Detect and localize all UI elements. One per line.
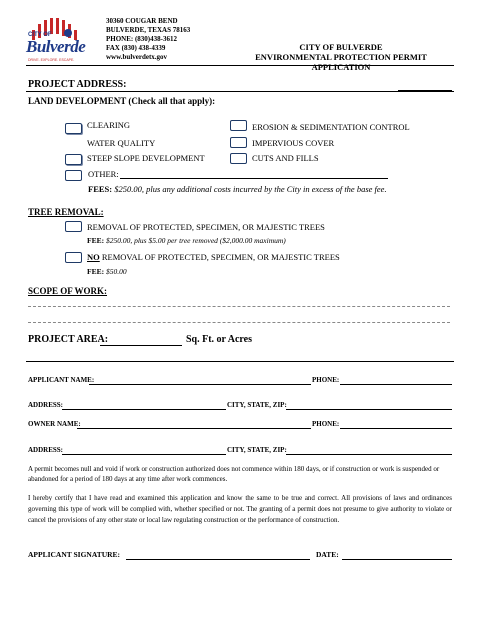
tree-removal-heading: TREE REMOVAL: [28,207,104,217]
scope-of-work-line-1[interactable] [28,306,450,307]
date-label: DATE: [316,550,339,559]
project-area-field[interactable] [100,345,182,346]
applicant-address-field[interactable] [62,409,226,410]
other-checkbox[interactable] [65,170,82,181]
applicant-name-label: APPLICANT NAME: [28,376,95,384]
city-logo [24,16,88,66]
no-tree-removal-fee [87,267,127,276]
owner-name-field[interactable] [77,428,311,429]
impervious-cover-label: IMPERVIOUS COVER [252,138,335,148]
fee-label: FEE: [87,236,105,245]
owner-phone-label: PHONE: [312,420,340,428]
validity-notice: A permit becomes null and void if work or construction authorized does not commence within 180 days, or if construction or work is suspended or abandoned for a period of 180 days at any time after work commences. [28,465,440,483]
land-dev-fees [88,184,387,194]
owner-city-label: CITY, STATE, ZIP: [227,446,287,454]
scope-of-work-heading: SCOPE OF WORK: [28,286,108,296]
logo-name: Bulverde [26,37,86,56]
tree-removal-label: REMOVAL OF PROTECTED, SPECIMEN, OR MAJESTIC TREES [87,222,325,232]
applicant-name-field[interactable] [89,384,311,385]
project-address-rule [26,91,454,92]
scope-of-work-line-2[interactable] [28,322,450,323]
applicant-signature-field[interactable] [126,559,310,560]
applicant-city-field[interactable] [286,409,452,410]
applicant-phone-field[interactable] [340,384,452,385]
address-line: 30360 COUGAR BEND [106,17,178,25]
owner-city-field[interactable] [286,454,452,455]
cuts-fills-label: CUTS AND FILLS [252,153,319,163]
water-quality-label: WATER QUALITY [87,138,156,148]
title-form: ENVIRONMENTAL PROTECTION PERMIT APPLICATION [255,52,427,72]
other-label: OTHER: [88,169,119,179]
land-development-heading: LAND DEVELOPMENT (Check all that apply): [28,96,216,106]
owner-address-field[interactable] [62,454,226,455]
header-rule [26,65,454,66]
logo-city-of: CITY OF [28,32,52,38]
tree-removal-fee [87,236,286,245]
owner-phone-field[interactable] [340,428,452,429]
steep-slope-checkbox[interactable] [65,154,82,165]
date-field[interactable] [342,559,452,560]
impervious-cover-checkbox[interactable] [230,137,247,148]
applicant-signature-label: APPLICANT SIGNATURE: [28,550,121,559]
project-area-label: PROJECT AREA: [28,334,109,345]
no-label: NO [87,252,100,262]
section-rule [26,361,454,362]
no-tree-removal-checkbox[interactable] [65,252,82,263]
steep-slope-label: STEEP SLOPE DEVELOPMENT [87,153,205,163]
fee-text: $250.00, plus $5.00 per tree removed ($2,000.00 maximum) [104,236,286,245]
no-tree-removal-text: REMOVAL OF PROTECTED, SPECIMEN, OR MAJESTIC TREES [99,252,340,262]
fees-label: FEES: [88,184,113,194]
no-tree-removal-label [87,252,340,262]
erosion-control-label: EROSION & SEDIMENTATION CONTROL [252,122,410,132]
fee-text: $50.00 [104,267,127,276]
clearing-checkbox[interactable] [65,123,82,134]
fax-line: FAX (830) 438-4339 [106,44,166,52]
address-block [106,17,190,62]
certification-statement: I hereby certify that I have read and examined this application and know the same to be true and correct. All provisions of laws and ordinances governing this type of work will be complied with, whether specified or not. The granting of a permit does not presume to give authority to violate or cancel the provisions of any other state or local law regulating construction or the performance of construction. [28,494,452,524]
project-area-units: Sq. Ft. or Acres [186,334,253,345]
project-address-label: PROJECT ADDRESS: [28,79,127,90]
clearing-label: CLEARING [87,120,130,130]
website-line: www.bulverdetx.gov [106,53,168,61]
address-line: BULVERDE, TEXAS 78163 [106,26,191,34]
title-city: CITY OF BULVERDE [299,42,383,52]
logo-tagline: DRIVE. EXPLORE. ESCAPE. [28,58,75,62]
applicant-address-label: ADDRESS: [28,401,64,409]
erosion-control-checkbox[interactable] [230,120,247,131]
form-title [230,42,452,72]
tree-removal-checkbox[interactable] [65,221,82,232]
other-field[interactable] [120,178,388,179]
fee-label: FEE: [87,267,105,276]
cuts-fills-checkbox[interactable] [230,153,247,164]
owner-name-label: OWNER NAME: [28,420,81,428]
phone-line: PHONE: (830)438-3612 [106,35,177,43]
applicant-city-label: CITY, STATE, ZIP: [227,401,287,409]
fees-text: $250.00, plus any additional costs incurred by the City in excess of the base fee. [112,184,387,194]
applicant-phone-label: PHONE: [312,376,340,384]
owner-address-label: ADDRESS: [28,446,64,454]
